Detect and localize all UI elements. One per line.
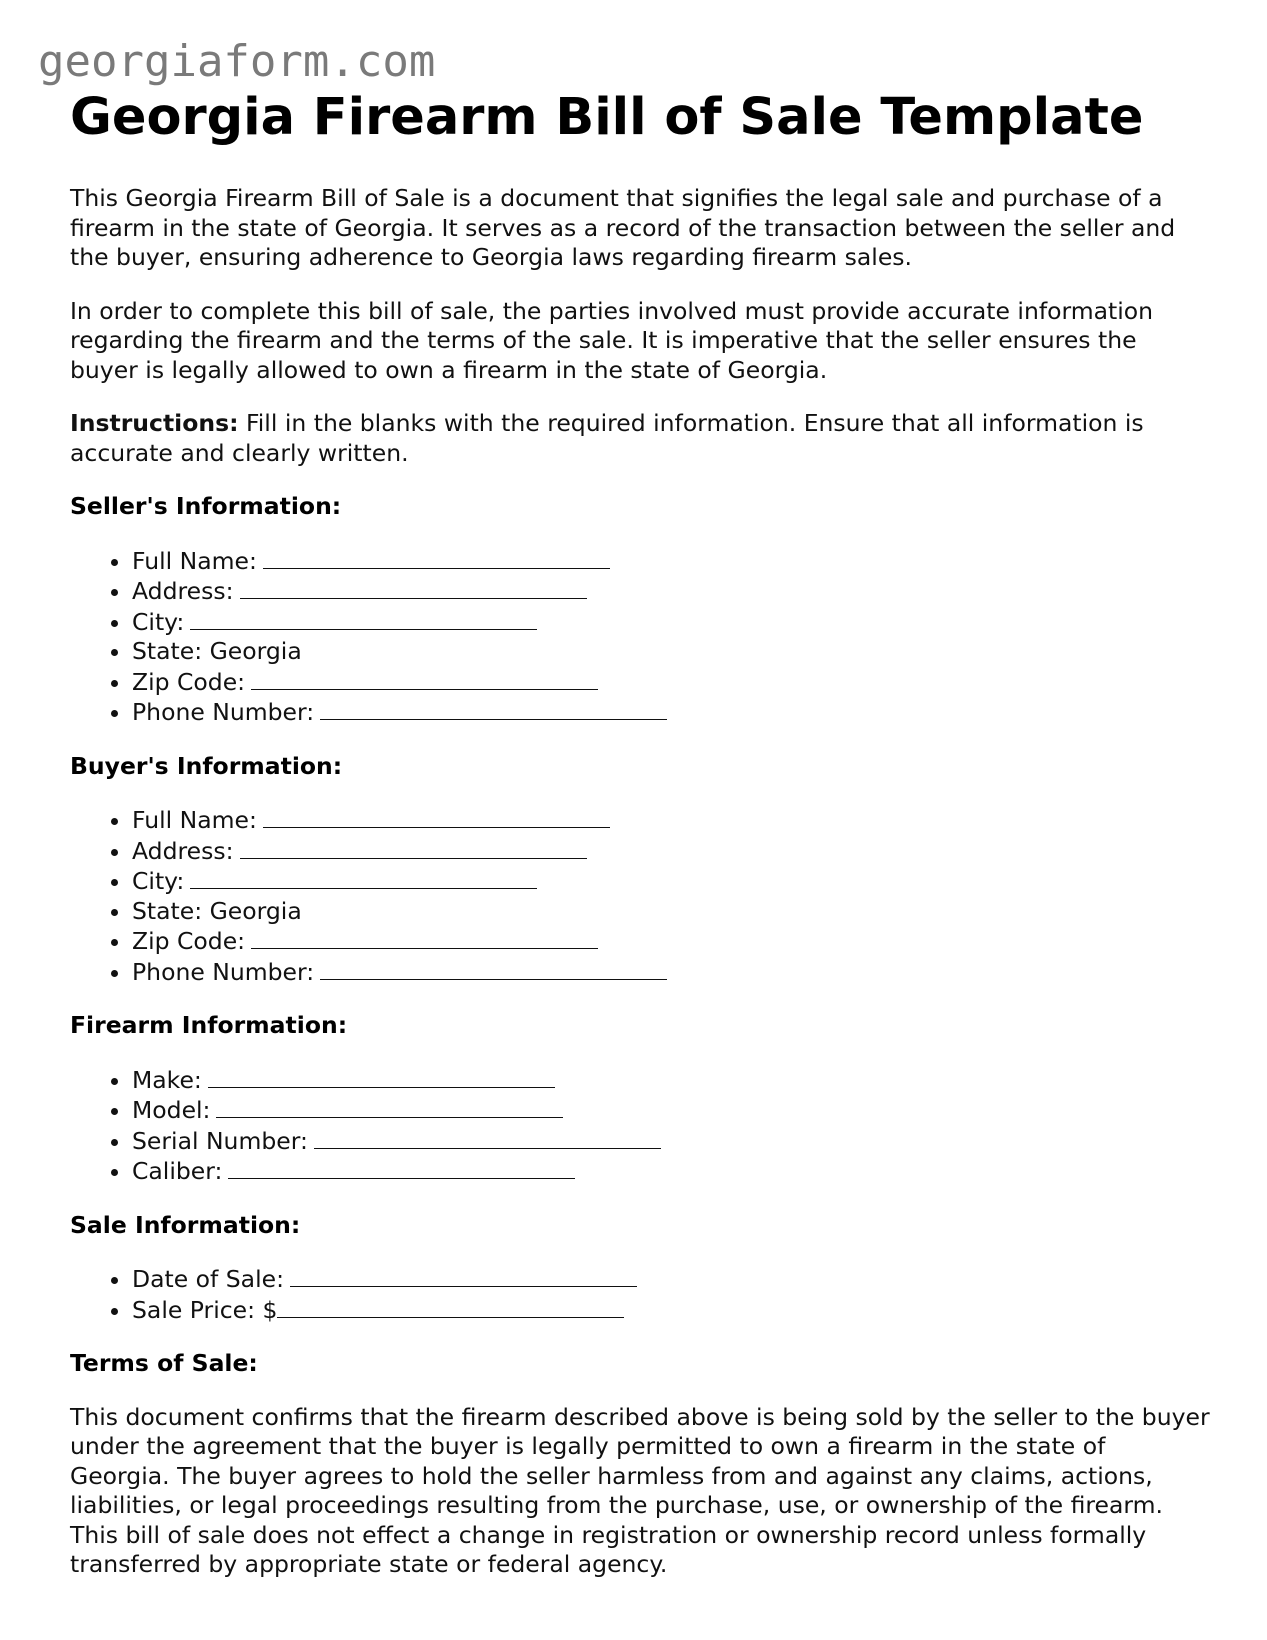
buyer-heading: Buyer's Information:: [70, 751, 343, 780]
seller-phone-blank[interactable]: [320, 697, 667, 720]
seller-address-blank[interactable]: [240, 576, 587, 599]
buyer-city-blank[interactable]: [190, 866, 537, 889]
firearm-caliber-blank[interactable]: [228, 1156, 575, 1179]
firearm-caliber-item: [132, 1156, 1210, 1187]
firearm-serial-blank[interactable]: [314, 1126, 661, 1149]
seller-city-label: City:: [132, 607, 185, 636]
intro-paragraph-1: This Georgia Firearm Bill of Sale is a document that signifies the legal sale and purchase of a firearm in the state of Georgia. It serves as a record of the transaction between the seller and the buyer, ensuring adherence to Georgia laws regarding firearm sales.: [70, 184, 1176, 271]
buyer-phone-item: [132, 957, 1210, 988]
seller-phone-item: [132, 697, 1210, 728]
buyer-phone-label: Phone Number:: [132, 957, 315, 986]
seller-address-label: Address:: [132, 577, 234, 605]
sale-date-blank[interactable]: [290, 1264, 637, 1287]
seller-zip-blank[interactable]: [251, 667, 598, 690]
seller-heading: Seller's Information:: [70, 492, 342, 520]
seller-full-name-blank[interactable]: [263, 546, 610, 569]
buyer-full-name-label: Full Name:: [132, 806, 257, 834]
buyer-state-label: State: Georgia: [132, 896, 302, 925]
seller-full-name-label: Full Name:: [132, 546, 257, 575]
firearm-make-label: Make:: [132, 1065, 202, 1094]
firearm-serial-item: [132, 1126, 1210, 1157]
seller-state-item: [132, 637, 1210, 667]
buyer-state-item: [132, 897, 1210, 927]
seller-phone-label: Phone Number:: [132, 698, 315, 726]
buyer-full-name-blank[interactable]: [263, 805, 610, 828]
seller-city-blank[interactable]: [190, 607, 537, 630]
site-watermark: georgiaform.com: [38, 36, 436, 87]
buyer-address-item: [132, 836, 1210, 867]
firearm-heading: Firearm Information:: [70, 1011, 348, 1039]
buyer-fields: [70, 805, 1210, 987]
seller-full-name-item: [132, 546, 1210, 577]
instructions-text: Fill in the blanks with the required information. Ensure that all information is accurate and clearly written.: [70, 409, 1144, 467]
buyer-address-label: Address:: [132, 836, 234, 865]
buyer-zip-item: [132, 926, 1210, 957]
seller-fields: [70, 546, 1210, 728]
seller-state-label: State: Georgia: [132, 637, 302, 665]
buyer-address-blank[interactable]: [240, 836, 587, 859]
firearm-model-label: Model:: [132, 1096, 211, 1124]
buyer-city-item: [132, 866, 1210, 897]
firearm-serial-label: Serial Number:: [132, 1126, 308, 1155]
buyer-zip-blank[interactable]: [251, 926, 598, 949]
sale-date-label: Date of Sale:: [132, 1265, 284, 1293]
buyer-city-label: City:: [132, 867, 185, 895]
intro-paragraph-2: In order to complete this bill of sale, the parties involved must provide accurate information regarding the firearm and the terms of the sale. It is imperative that the seller ensures the buyer is legally allowed to own a firearm in the state of Georgia.: [70, 296, 1154, 384]
document-body: [70, 88, 1210, 1580]
firearm-fields: [70, 1065, 1210, 1187]
sale-price-label: Sale Price: $: [132, 1295, 278, 1324]
seller-zip-label: Zip Code:: [132, 667, 246, 696]
seller-zip-item: [132, 667, 1210, 698]
buyer-full-name-item: [132, 805, 1210, 836]
buyer-zip-label: Zip Code:: [132, 927, 246, 955]
sale-fields: [70, 1264, 1210, 1325]
sale-price-blank[interactable]: [277, 1295, 624, 1318]
sale-price-item: [132, 1295, 1210, 1326]
seller-address-item: [132, 576, 1210, 607]
firearm-make-blank[interactable]: [208, 1065, 555, 1088]
firearm-caliber-label: Caliber:: [132, 1157, 223, 1185]
firearm-make-item: [132, 1065, 1210, 1096]
instructions-label: Instructions:: [70, 409, 239, 437]
page-title: Georgia Firearm Bill of Sale Template: [70, 88, 1144, 147]
firearm-model-blank[interactable]: [216, 1095, 563, 1118]
seller-city-item: [132, 607, 1210, 638]
sale-heading: Sale Information:: [70, 1210, 301, 1239]
terms-paragraph: This document confirms that the firearm described above is being sold by the seller to the buyer under the agreement that the buyer is legally permitted to own a firearm in the state of Georgia. The buyer agrees to hold the seller harmless from and against any claims, actions, liabilities, or legal proceedings resulting from the purchase, use, or ownership of the firearm. This bill of sale does not effect a change in registration or ownership record unless formally transferred by appropriate state or federal agency.: [70, 1402, 1210, 1578]
terms-heading: Terms of Sale:: [70, 1349, 258, 1377]
instructions-paragraph: [70, 409, 1210, 468]
sale-date-item: [132, 1264, 1210, 1295]
firearm-model-item: [132, 1095, 1210, 1126]
buyer-phone-blank[interactable]: [320, 957, 667, 980]
